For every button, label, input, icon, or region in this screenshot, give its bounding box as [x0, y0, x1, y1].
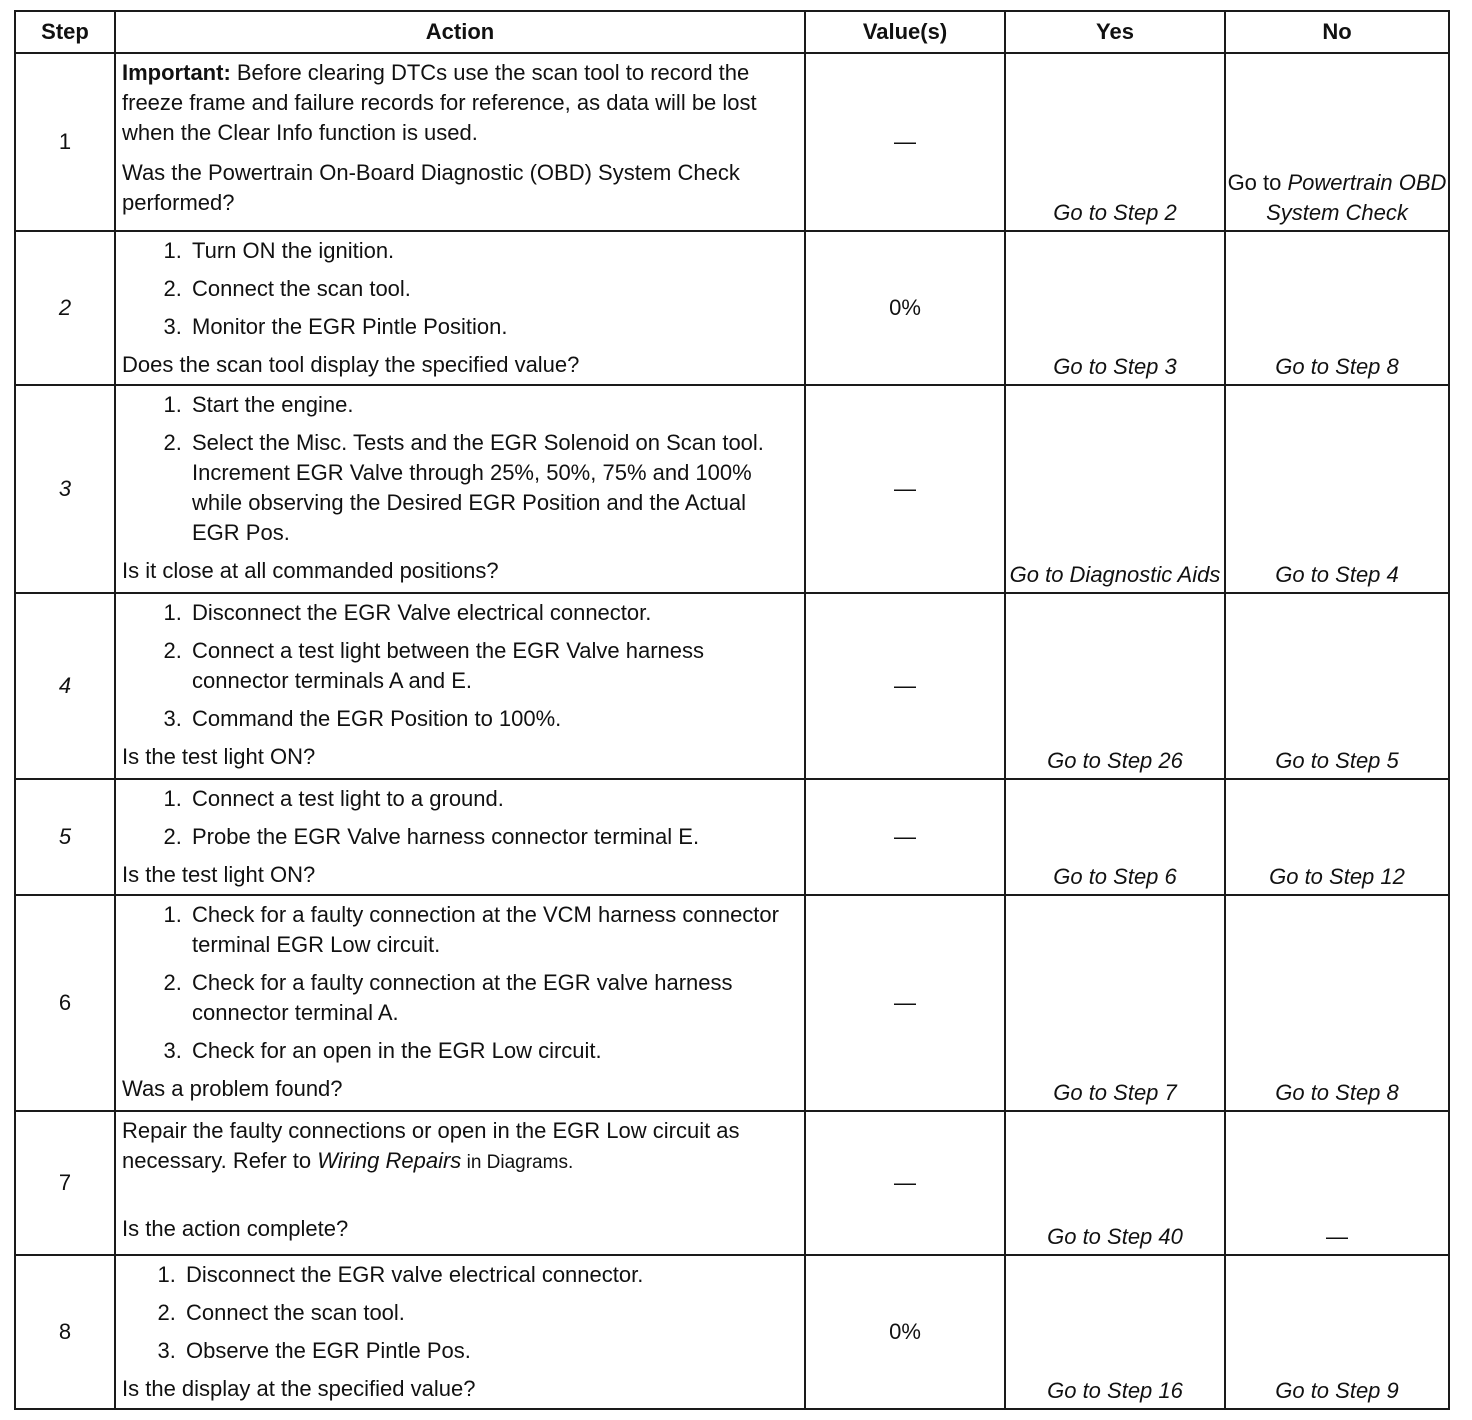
action-question: Was a problem found?: [122, 1076, 343, 1101]
action-cell: [115, 385, 805, 593]
action-cell: [115, 53, 805, 231]
value-cell: —: [805, 895, 1005, 1111]
action-step: 2. Connect a test light between the EGR Valve harness connector terminals A and E.: [188, 636, 798, 696]
no-italic: Powertrain OBD System Check: [1266, 170, 1447, 225]
action-steps: [122, 1260, 798, 1366]
diagnostic-table: [14, 10, 1450, 1410]
action-step: 1. Start the engine.: [188, 390, 798, 420]
action-cell: [115, 231, 805, 385]
action-question: Is the action complete?: [122, 1216, 349, 1241]
action-cell: [115, 1255, 805, 1409]
yes-cell: Go to Step 16: [1005, 1255, 1225, 1409]
step-number: 1: [15, 53, 115, 231]
no-prefix: Go to: [1227, 170, 1288, 195]
action-step: 1. Disconnect the EGR Valve electrical connector.: [188, 598, 798, 628]
action-step: 1. Check for a faulty connection at the VCM harness connector terminal EGR Low circuit.: [188, 900, 798, 960]
no-cell: Go to Step 4: [1225, 385, 1449, 593]
action-step: 2. Connect the scan tool.: [188, 274, 798, 304]
important-label: Important:: [122, 60, 231, 85]
yes-cell: Go to Step 7: [1005, 895, 1225, 1111]
action-step: 3. Observe the EGR Pintle Pos.: [182, 1336, 798, 1366]
step-number: 6: [15, 895, 115, 1111]
action-steps: [122, 900, 798, 1066]
no-cell: Go to Step 9: [1225, 1255, 1449, 1409]
value-cell: —: [805, 385, 1005, 593]
action-question: Is the display at the specified value?: [122, 1376, 476, 1401]
action-steps: [122, 236, 798, 342]
action-step: 3. Monitor the EGR Pintle Position.: [188, 312, 798, 342]
header-step: Step: [15, 11, 115, 53]
action-cell: [115, 895, 805, 1111]
table-row: [15, 231, 1449, 385]
action-step: 2. Check for a faulty connection at the EGR valve harness connector terminal A.: [188, 968, 798, 1028]
table-row: [15, 53, 1449, 231]
action-step: 1. Disconnect the EGR valve electrical connector.: [182, 1260, 798, 1290]
value-cell: —: [805, 779, 1005, 895]
action-question: Was the Powertrain On-Board Diagnostic (OBD) System Check performed?: [122, 160, 740, 215]
yes-cell: Go to Step 2: [1005, 53, 1225, 231]
action-question: Is it close at all commanded positions?: [122, 558, 499, 583]
table-row: [15, 779, 1449, 895]
action-text-a: Repair the faulty connections or open in the EGR Low circuit as necessary. Refer to: [122, 1118, 740, 1173]
table-row: [15, 385, 1449, 593]
value-cell: —: [805, 53, 1005, 231]
action-text: [122, 1116, 798, 1178]
action-steps: [122, 784, 798, 852]
no-cell: —: [1225, 1111, 1449, 1255]
header-action: Action: [115, 11, 805, 53]
action-step: 3. Command the EGR Position to 100%.: [188, 704, 798, 734]
yes-cell: Go to Step 26: [1005, 593, 1225, 779]
action-step: 1. Turn ON the ignition.: [188, 236, 798, 266]
action-cell: [115, 593, 805, 779]
action-step: 1. Connect a test light to a ground.: [188, 784, 798, 814]
table-row: [15, 1255, 1449, 1409]
action-text-b: in Diagrams.: [461, 1152, 574, 1173]
action-steps: [122, 390, 798, 548]
action-text-italic: Wiring Repairs: [317, 1148, 462, 1173]
header-no: No: [1225, 11, 1449, 53]
value-cell: —: [805, 1111, 1005, 1255]
action-step: 2. Select the Misc. Tests and the EGR Solenoid on Scan tool. Increment EGR Valve through 25%, 50%, 75% and 100% while observing the Desired EGR Position and the Actual EGR Pos.: [188, 428, 798, 548]
value-cell: 0%: [805, 1255, 1005, 1409]
action-step: 3. Check for an open in the EGR Low circuit.: [188, 1036, 798, 1066]
yes-cell: Go to Step 40: [1005, 1111, 1225, 1255]
action-question: Is the test light ON?: [122, 862, 316, 887]
no-cell: Go to Step 5: [1225, 593, 1449, 779]
action-question: Is the test light ON?: [122, 744, 316, 769]
no-cell: [1225, 53, 1449, 231]
action-step: 2. Probe the EGR Valve harness connector terminal E.: [188, 822, 798, 852]
header-values: Value(s): [805, 11, 1005, 53]
step-number: 8: [15, 1255, 115, 1409]
action-question: Does the scan tool display the specified value?: [122, 352, 580, 377]
step-number: 3: [15, 385, 115, 593]
no-cell: Go to Step 12: [1225, 779, 1449, 895]
value-cell: —: [805, 593, 1005, 779]
action-cell: [115, 779, 805, 895]
no-cell: Go to Step 8: [1225, 895, 1449, 1111]
table-row: [15, 1111, 1449, 1255]
no-cell: Go to Step 8: [1225, 231, 1449, 385]
step-number: 7: [15, 1111, 115, 1255]
step-number: 5: [15, 779, 115, 895]
step-number: 4: [15, 593, 115, 779]
action-cell: [115, 1111, 805, 1255]
table-row: [15, 895, 1449, 1111]
yes-cell: Go to Step 6: [1005, 779, 1225, 895]
yes-cell: Go to Step 3: [1005, 231, 1225, 385]
header-row: [15, 11, 1449, 53]
header-yes: Yes: [1005, 11, 1225, 53]
yes-cell: Go to Diagnostic Aids: [1005, 385, 1225, 593]
value-cell: 0%: [805, 231, 1005, 385]
important-note: [122, 58, 798, 148]
action-steps: [122, 598, 798, 734]
table-row: [15, 593, 1449, 779]
action-step: 2. Connect the scan tool.: [182, 1298, 798, 1328]
step-number: 2: [15, 231, 115, 385]
important-text: Before clearing DTCs use the scan tool to record the freeze frame and failure records for reference, as data will be lost when the Clear Info function is used.: [122, 60, 757, 145]
